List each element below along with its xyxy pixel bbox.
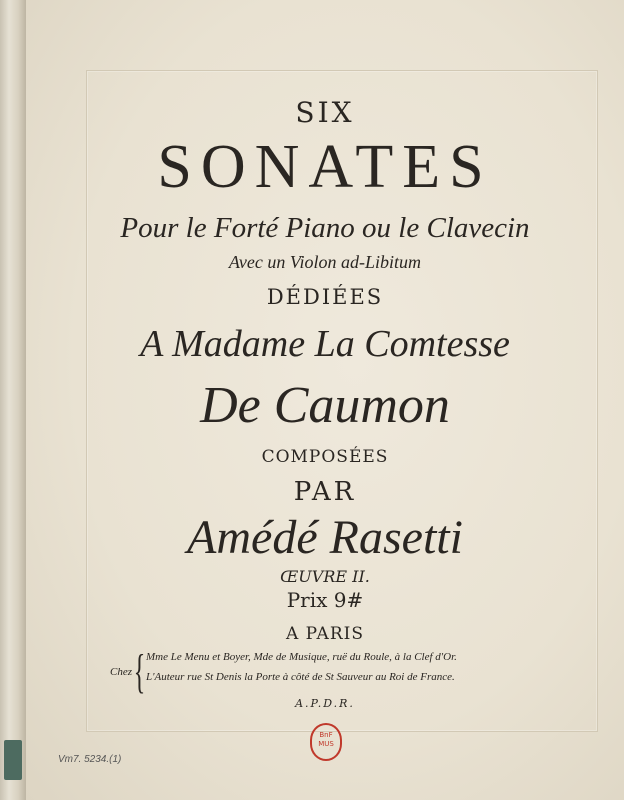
dedicatee-line-2: De Caumon (200, 377, 450, 434)
place-of-publication: A PARIS (286, 624, 364, 644)
composer-name: Amédé Rasetti (187, 511, 463, 564)
shelfmark: Vm7. 5234.(1) (58, 754, 122, 765)
stamp-line-2: MUS (318, 740, 334, 748)
instrumentation: Pour le Forté Piano ou le Clavecin (120, 212, 530, 244)
library-stamp (310, 723, 342, 761)
royal-privilege: A.P.D.R. (295, 697, 355, 710)
publisher-chez: Chez (110, 666, 132, 678)
stamp-line-1: BnF (319, 731, 333, 739)
book-spine (0, 0, 27, 800)
violin-ad-libitum: Avec un Violon ad-Libitum (228, 252, 422, 272)
publisher-address-2: L'Auteur rue St Denis la Porte à côté de St Sauveur au Roi de France. (146, 671, 455, 683)
title-six: SIX (295, 96, 355, 129)
spine-tear (4, 740, 22, 780)
title-sonates: SONATES (157, 133, 493, 201)
opus-number: ŒUVRE II. (280, 567, 370, 586)
publisher-address-1: Mme Le Menu et Boyer, Mde de Musique, ruë du Roule, à la Clef d'Or. (146, 651, 457, 663)
publisher-brace: { (133, 645, 146, 698)
by-label: PAR (293, 477, 357, 507)
dedication-heading: DÉDIÉES (266, 285, 384, 309)
composed-heading: COMPOSÉES (261, 447, 389, 467)
dedicatee-line-1: A Madame La Comtesse (140, 323, 510, 365)
price: Prix 9# (286, 588, 364, 612)
